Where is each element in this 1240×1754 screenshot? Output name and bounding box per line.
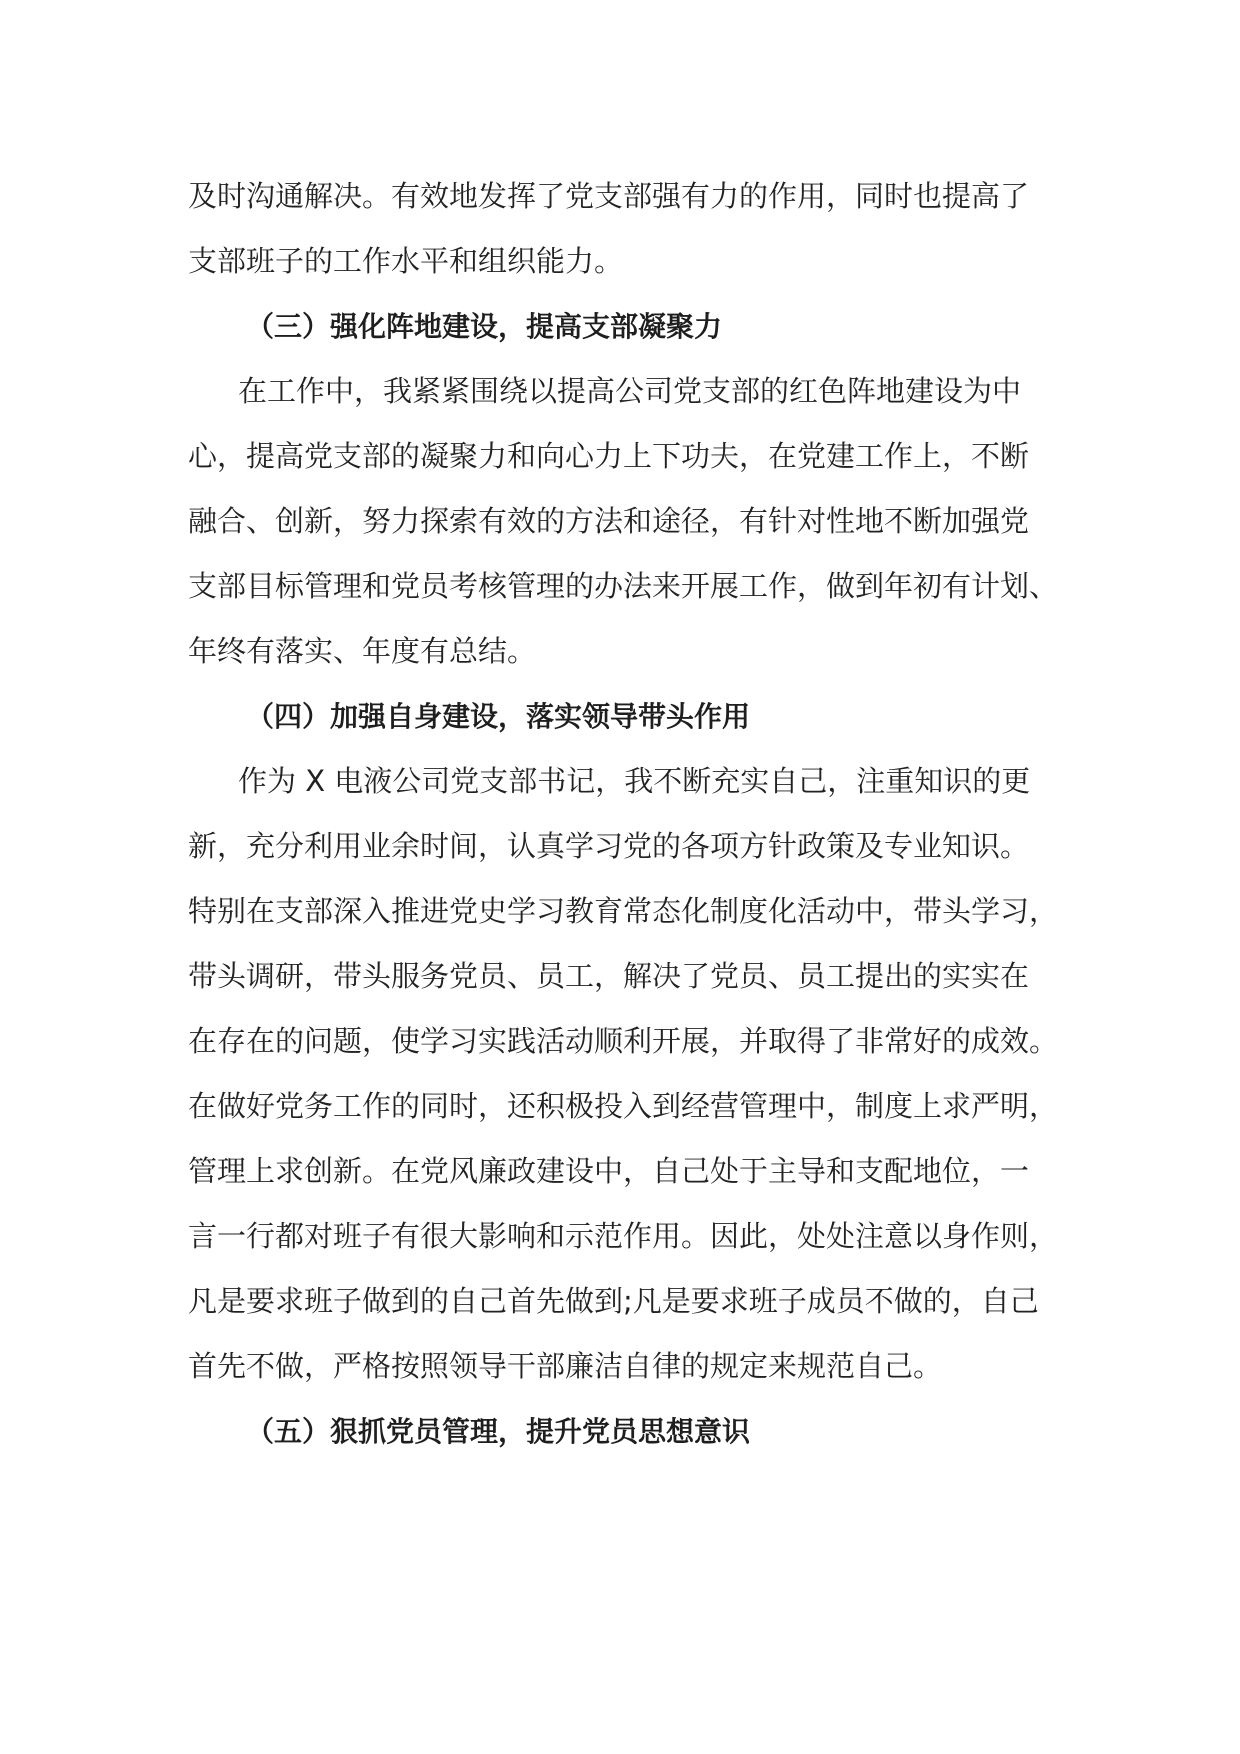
paragraph-line: 在存在的问题，使学习实践活动顺利开展，并取得了非常好的成效。 (188, 1024, 1059, 1058)
paragraph-line: 融合、创新，努力探索有效的方法和途径，有针对性地不断加强党 (188, 504, 1030, 538)
paragraph-line: 年终有落实、年度有总结。 (188, 634, 537, 668)
paragraph-line: 支部班子的工作水平和组织能力。 (188, 244, 624, 278)
paragraph-line: 特别在支部深入推进党史学习教育常态化制度化活动中，带头学习， (188, 894, 1059, 928)
section-heading-5: （五）狠抓党员管理，提升党员思想意识 (246, 1415, 751, 1448)
paragraph-line: 在做好党务工作的同时，还积极投入到经营管理中，制度上求严明， (188, 1089, 1059, 1123)
paragraph-line: 言一行都对班子有很大影响和示范作用。因此，处处注意以身作则， (188, 1219, 1059, 1253)
section-heading-3: （三）强化阵地建设，提高支部凝聚力 (246, 310, 723, 343)
paragraph-line: 凡是要求班子做到的自己首先做到;凡是要求班子成员不做的，自己 (188, 1284, 1039, 1318)
paragraph-line: 首先不做，严格按照领导干部廉洁自律的规定来规范自己。 (188, 1349, 943, 1383)
paragraph-line: 管理上求创新。在党风廉政建设中，自己处于主导和支配地位，一 (188, 1154, 1030, 1188)
paragraph-line: 新，充分利用业余时间，认真学习党的各项方针政策及专业知识。 (188, 829, 1030, 863)
paragraph-line: 在工作中，我紧紧围绕以提高公司党支部的红色阵地建设为中 (238, 374, 1022, 408)
paragraph-line: 作为 X 电液公司党支部书记，我不断充实自己，注重知识的更 (238, 764, 1031, 798)
section-heading-4: （四）加强自身建设，落实领导带头作用 (246, 700, 751, 733)
paragraph-line: 支部目标管理和党员考核管理的办法来开展工作，做到年初有计划、 (188, 569, 1059, 603)
document-body (188, 164, 1088, 1464)
paragraph-line: 心，提高党支部的凝聚力和向心力上下功夫，在党建工作上，不断 (188, 439, 1030, 473)
paragraph-line: 带头调研，带头服务党员、员工，解决了党员、员工提出的实实在 (188, 959, 1030, 993)
paragraph-line: 及时沟通解决。有效地发挥了党支部强有力的作用，同时也提高了 (188, 179, 1030, 213)
